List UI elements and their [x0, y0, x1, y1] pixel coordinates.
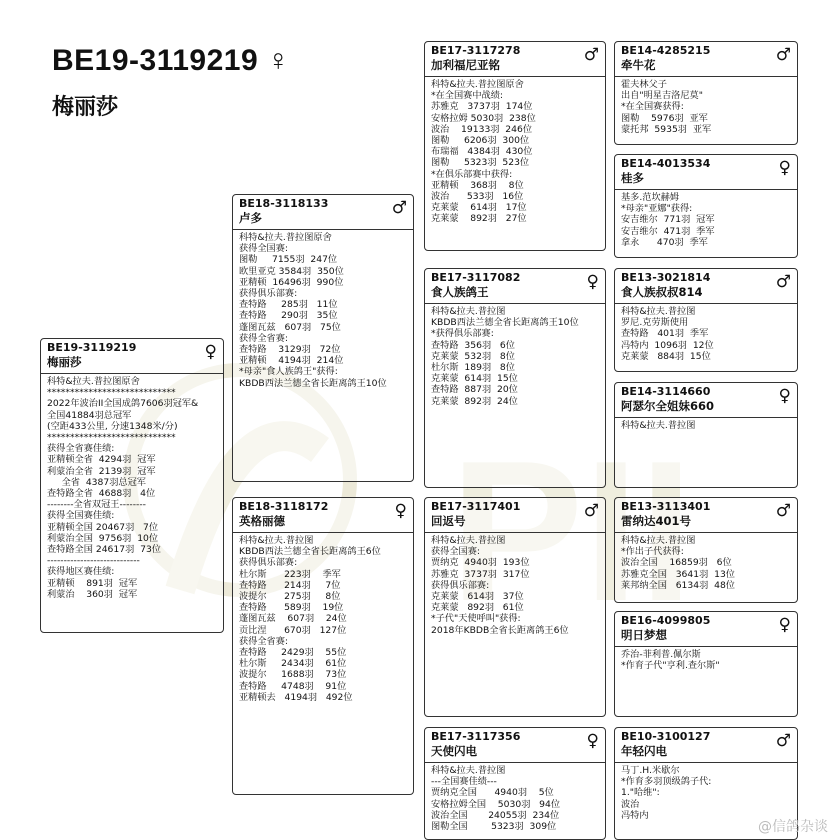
record-line: 波治 533羽 16位	[431, 191, 524, 203]
female-icon: ♀	[778, 158, 791, 178]
record-line: 杜尔斯 223羽 季军	[239, 568, 341, 580]
female-icon: ♀	[204, 342, 217, 362]
record-line: 科特&拉夫.普拉图	[621, 420, 696, 431]
record-line: *获得俱乐部赛:	[431, 328, 494, 340]
record-line: 利蒙治全省 2139羽 冠军	[47, 465, 156, 477]
record-line: 查特路 589羽 19位	[239, 602, 344, 614]
record-line: ****************************	[47, 432, 176, 444]
record-line: 苏雅克 3737羽 317位	[431, 568, 530, 580]
card-body	[615, 190, 797, 250]
ring-number: BE17-3117356	[431, 730, 521, 743]
pigeon-card	[424, 497, 606, 717]
record-line: 获得全国赛:	[431, 546, 481, 558]
record-line: KBDB西法兰德全省长距离鸽王10位	[431, 317, 579, 329]
record-line: 2022年波治II全国成鸽7606羽冠军&	[47, 398, 199, 410]
pigeon-card	[614, 611, 798, 717]
record-line: 蒙托邦 5935羽 亚军	[621, 123, 712, 135]
pigeon-card	[424, 41, 606, 251]
record-line: 波治	[621, 798, 640, 810]
pigeon-card	[232, 497, 414, 795]
ring-number: BE19-3119219	[47, 341, 137, 354]
record-line: *在全国赛获得:	[621, 101, 684, 113]
record-line: 苏雅克 3737羽 174位	[431, 101, 533, 113]
record-line: *母亲"亚娜"获得:	[621, 203, 693, 215]
record-line: ----------------------------	[47, 555, 140, 567]
record-line: 波治 19133羽 246位	[431, 123, 533, 135]
pigeon-name: 年轻闪电	[621, 744, 667, 758]
record-line: 蓬图瓦兹 607羽 75位	[239, 321, 341, 333]
record-line: 罗尼.克劳斯使用	[621, 317, 689, 329]
record-line: 查特路 887羽 20位	[431, 384, 518, 396]
pigeon-card	[424, 268, 606, 488]
card-header	[425, 728, 605, 763]
card-body	[615, 77, 797, 137]
ring-number: BE14-4285215	[621, 44, 711, 57]
record-line: *在俱乐部赛中获得:	[431, 168, 513, 180]
record-line: 获得全省赛佳绩:	[47, 443, 115, 455]
record-line: --------全省双冠王--------	[47, 499, 146, 511]
card-header	[615, 728, 797, 763]
card-body	[425, 77, 605, 227]
record-line: 克莱蒙 892羽 61位	[431, 602, 524, 614]
record-line: 查特路 214羽 7位	[239, 579, 341, 591]
record-line: 科特&拉夫.普拉图原舍	[239, 232, 332, 243]
record-line: KBDB西法兰德全省长距离鸽王10位	[239, 377, 387, 389]
record-line: 波治全国 16859羽 6位	[621, 557, 732, 569]
record-line: 亚精顿去 4194羽 492位	[239, 691, 353, 703]
record-line: 利蒙治全国 9756羽 10位	[47, 532, 159, 544]
male-icon: ♂	[391, 198, 407, 218]
pigeon-card	[614, 382, 798, 488]
record-line: 亚精顿 891羽 冠军	[47, 577, 138, 589]
pigeon-card	[40, 338, 224, 633]
record-line: 科特&拉夫.普拉图原舍	[47, 376, 140, 387]
pigeon-name: 雷纳达401号	[621, 514, 692, 528]
record-line: 查特路 4748羽 91位	[239, 680, 347, 692]
pigeon-name: 食人族鸽王	[431, 285, 489, 299]
card-header	[615, 498, 797, 533]
ring-number: BE17-3117401	[431, 500, 521, 513]
record-line: 克莱蒙 892羽 24位	[431, 395, 518, 407]
pigeon-name: 阿瑟尔全姐妹660	[621, 399, 715, 413]
record-line: 图勒 6206羽 300位	[431, 135, 530, 147]
record-line: 亚精顿全国 20467羽 7位	[47, 521, 159, 533]
record-line: 图勒全国 5323羽 309位	[431, 821, 557, 833]
pedigree-title-name: 梅丽莎	[52, 95, 119, 120]
male-icon: ♂	[775, 501, 791, 521]
female-icon: ♀	[586, 731, 599, 751]
card-body	[615, 418, 797, 433]
record-line: 科特&拉夫.普拉图	[431, 765, 506, 776]
record-line: 贡比涅 670羽 127位	[239, 624, 347, 636]
record-line: 获得全国赛佳绩:	[47, 510, 115, 522]
male-icon: ♂	[775, 45, 791, 65]
pedigree-title-id: BE19-3119219 ♀	[52, 44, 291, 77]
record-line: 波提尔 275羽 8位	[239, 591, 341, 603]
record-line: 全国41884羽总冠军	[47, 409, 132, 421]
record-line: 查特路 2429羽 55位	[239, 647, 347, 659]
card-header	[425, 498, 605, 533]
record-line: 苏雅克全国 3641羽 13位	[621, 568, 735, 580]
ring-number: BE18-3118172	[239, 500, 329, 513]
card-header	[615, 612, 797, 647]
pigeon-name: 牵牛花	[621, 58, 656, 72]
female-icon: ♀	[394, 501, 407, 521]
record-line: 科特&拉夫.普拉图	[621, 535, 696, 546]
record-line: 亚精顿 16496羽 990位	[239, 276, 344, 288]
male-icon: ♂	[583, 501, 599, 521]
card-body	[425, 304, 605, 409]
ring-number: BE13-3021814	[621, 271, 711, 284]
record-line: 亚精顿 4194羽 214位	[239, 355, 344, 367]
card-header	[615, 269, 797, 304]
record-line: 查特路 401羽 季军	[621, 328, 709, 340]
record-line: 1."哈维":	[621, 787, 660, 799]
record-line: 查特路全省 4688羽 4位	[47, 488, 156, 500]
record-line: 波治全国 24055羽 234位	[431, 809, 560, 821]
record-line: 科特&拉夫.普拉图原舍	[431, 79, 524, 90]
record-line: 霍夫林父子	[621, 79, 667, 90]
record-line: 莱邦纳全国 6134羽 48位	[621, 579, 735, 591]
record-line: 图勒 5976羽 亚军	[621, 112, 708, 124]
pigeon-card	[614, 41, 798, 145]
card-body	[233, 230, 413, 391]
record-line: 查特路 3129羽 72位	[239, 344, 341, 356]
record-line: 安吉维尔 771羽 冠军	[621, 214, 715, 226]
record-line: 杜尔斯 2434羽 61位	[239, 658, 347, 670]
ring-number: BE13-3113401	[621, 500, 711, 513]
pigeon-card	[614, 268, 798, 372]
record-line: 安吉维尔 471羽 季军	[621, 225, 715, 237]
record-line: 克莱蒙 884羽 15位	[621, 350, 711, 362]
ring-number: BE14-4013534	[621, 157, 711, 170]
record-line: KBDB西法兰德全省长距离鸽王6位	[239, 546, 381, 558]
record-line: 布瑞福 4384羽 430位	[431, 146, 533, 158]
record-line: 拿永 470羽 季军	[621, 236, 708, 248]
record-line: 欧里亚克 3584羽 350位	[239, 265, 344, 277]
female-icon: ♀	[778, 615, 791, 635]
record-line: 科特&拉夫.普拉图	[239, 535, 314, 546]
record-line: *母亲"食人族鸽王"获得:	[239, 366, 338, 378]
record-line: *作育子代"亨利.查尔斯"	[621, 660, 720, 672]
record-line: 克莱蒙 614羽 15位	[431, 373, 518, 385]
record-line: 克莱蒙 532羽 8位	[431, 350, 515, 362]
card-header	[233, 195, 413, 230]
record-line: 马丁.H.米歇尔	[621, 765, 680, 776]
record-line: 查特路 285羽 11位	[239, 299, 338, 311]
pigeon-name: 英格丽德	[239, 514, 285, 528]
male-icon: ♂	[775, 731, 791, 751]
card-header	[41, 339, 223, 374]
card-body	[615, 763, 797, 823]
card-body	[615, 647, 797, 673]
male-icon: ♂	[775, 272, 791, 292]
ring-number: BE14-3114660	[621, 385, 711, 398]
record-line: (空距433公里, 分速1348米/分)	[47, 420, 178, 432]
record-line: 查特路 290羽 35位	[239, 310, 338, 322]
ring-number: BE17-3117082	[431, 271, 521, 284]
pigeon-name: 加利福尼亚铭	[431, 58, 500, 72]
record-line: 冯特内	[621, 809, 649, 821]
record-line: 冯特内 1096羽 12位	[621, 339, 714, 351]
record-line: ---全国赛佳绩---	[431, 776, 497, 788]
record-line: *在全国赛中战绩:	[431, 90, 504, 102]
record-line: 克莱蒙 614羽 37位	[431, 591, 524, 603]
record-line: 查特路全国 24617羽 73位	[47, 544, 161, 556]
card-header	[425, 42, 605, 77]
record-line: *作育多羽顶级鸽子代:	[621, 776, 712, 788]
record-line: 科特&拉夫.普拉图	[621, 306, 696, 317]
record-line: *作出子代获得:	[621, 546, 684, 558]
card-body	[41, 374, 223, 602]
card-body	[615, 533, 797, 593]
record-line: 蓬图瓦兹 607羽 24位	[239, 613, 347, 625]
record-line: 图勒 5323羽 523位	[431, 157, 530, 169]
record-line: 查特路 356羽 6位	[431, 339, 515, 351]
pigeon-card	[424, 727, 606, 840]
record-line: 获得全省赛:	[239, 635, 289, 647]
record-line: 图勒 7155羽 247位	[239, 254, 338, 266]
record-line: 获得全国赛:	[239, 243, 289, 255]
card-header	[425, 269, 605, 304]
record-line: 出自"明星吉洛尼莫"	[621, 90, 703, 102]
record-line: 安格拉姆全国 5030羽 94位	[431, 798, 561, 810]
record-line: 贾纳克全国 4940羽 5位	[431, 787, 554, 799]
pigeon-card	[232, 194, 414, 482]
ring-number: BE17-3117278	[431, 44, 521, 57]
record-line: 乔治-菲利普.佩尔斯	[621, 649, 701, 660]
pigeon-name: 卢多	[239, 211, 262, 225]
card-header	[233, 498, 413, 533]
card-body	[425, 763, 605, 834]
record-line: 克莱蒙 892羽 27位	[431, 213, 527, 225]
record-line: 安格拉姆 5030羽 238位	[431, 112, 536, 124]
female-icon: ♀	[586, 272, 599, 292]
pigeon-name: 回返号	[431, 514, 466, 528]
female-icon: ♀	[778, 386, 791, 406]
record-line: 波提尔 1688羽 73位	[239, 669, 347, 681]
record-line: 亚精顿全省 4294羽 冠军	[47, 454, 156, 466]
record-line: 获得俱乐部赛:	[431, 579, 490, 591]
pigeon-name: 桂多	[621, 171, 644, 185]
record-line: 全省 4387羽总冠军	[47, 476, 146, 488]
record-line: *子代"天使呼叫"获得:	[431, 613, 521, 625]
record-line: 克莱蒙 614羽 17位	[431, 202, 527, 214]
female-icon: ♀	[267, 44, 291, 77]
record-line: 获得地区赛佳绩:	[47, 566, 115, 578]
corner-watermark-text: @信鸽杂谈	[758, 819, 828, 835]
pigeon-card	[614, 154, 798, 258]
card-header	[615, 42, 797, 77]
male-icon: ♂	[583, 45, 599, 65]
record-line: 杜尔斯 189羽 8位	[431, 362, 515, 374]
record-line: 获得全省赛:	[239, 332, 289, 344]
pigeon-card	[614, 497, 798, 603]
pigeon-name: 明日梦想	[621, 628, 667, 642]
card-header	[615, 155, 797, 190]
card-body	[425, 533, 605, 638]
pigeon-name: 梅丽莎	[47, 355, 82, 369]
card-header	[615, 383, 797, 418]
card-body	[615, 304, 797, 364]
record-line: 科特&拉夫.普拉图	[431, 306, 506, 317]
record-line: 贾纳克 4940羽 193位	[431, 557, 530, 569]
record-line: 2018年KBDB全省长距离鸽王6位	[431, 624, 569, 636]
pigeon-name: 食人族叔叔814	[621, 285, 703, 299]
record-line: 获得俱乐部赛:	[239, 288, 298, 300]
record-line: 获得俱乐部赛:	[239, 557, 298, 569]
ring-number: BE10-3100127	[621, 730, 711, 743]
card-body	[233, 533, 413, 705]
ring-number: BE16-4099805	[621, 614, 711, 627]
record-line: 亚精顿 368羽 8位	[431, 179, 524, 191]
record-line: 利蒙治 360羽 冠军	[47, 588, 138, 600]
record-line: 科特&拉夫.普拉图	[431, 535, 506, 546]
record-line: 基多.范坎赫姆	[621, 192, 680, 203]
ring-number: BE18-3118133	[239, 197, 329, 210]
record-line: ****************************	[47, 387, 176, 399]
pigeon-name: 天使闪电	[431, 744, 477, 758]
